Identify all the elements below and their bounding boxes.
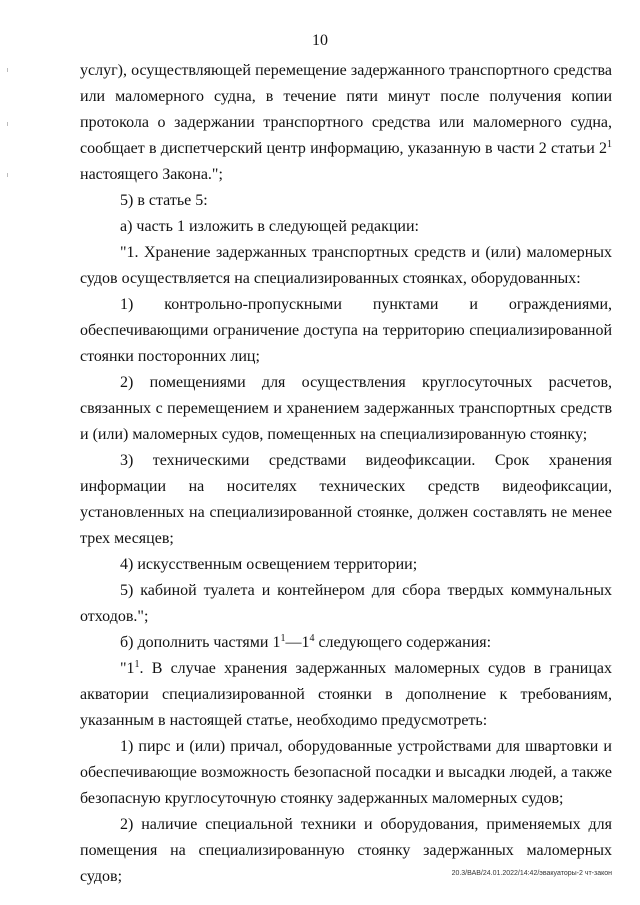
paragraph-part-1-1: "$1^1$. В случае хранения задержанных маломерных судов в границах акватории специализированной стоянки в дополнение к требованиям, указанным в настоящей статье, необходимо предусмотреть: xyxy=(80,659,612,729)
paragraph-part-1: "1. Хранение задержанных транспортных средств и (или) маломерных судов осуществляется на специализированных стоянках, оборудованных: xyxy=(80,244,612,287)
paragraph-list-3: 3) техническими средствами видеофиксации. Срок хранения информации на носителях технических средств видеофиксации, установленных на специализированной стоянке, должен составлять не менее трех месяцев; xyxy=(80,452,612,547)
paragraph-list-4: 4) искусственным освещением территории; xyxy=(120,556,418,573)
paragraph-pier-item-2: 2) наличие специальной техники и оборудования, применяемых для помещения на специализированную стоянку задержанных маломерных судов; xyxy=(80,816,612,885)
scan-edge-mark xyxy=(7,173,8,177)
paragraph-list-1: 1) контрольно-пропускными пунктами и ограждениями, обеспечивающими ограничение доступа на территорию специализированной стоянки посторонних лиц; xyxy=(80,296,612,365)
paragraph-subitem-b: б) дополнить частями $1^1—1^4$ следующего содержания: xyxy=(120,633,492,651)
paragraph-subitem-a: а) часть 1 изложить в следующей редакции: xyxy=(120,218,419,235)
scan-edge-mark xyxy=(7,68,8,72)
page-number: 10 xyxy=(312,32,328,49)
paragraph-pier-item-1: 1) пирс и (или) причал, оборудованные устройствами для швартовки и обеспечивающие возможность безопасной посадки и высадки людей, а также безопасную круглосуточную стоянку задержанных маломерных судов; xyxy=(80,738,612,807)
paragraph-continuation: услуг), осуществляющей перемещение задержанного транспортного средства или маломерного судна, в течение пяти минут после получения копии протокола о задержании транспортного средства или маломерного судна, сообщает в диспетчерский центр информацию, указанную в части 2 статьи $2^1$ настоящего Закона."; xyxy=(80,62,612,183)
scan-edge-mark xyxy=(7,122,8,126)
paragraph-list-5: 5) кабиной туалета и контейнером для сбора твердых коммунальных отходов."; xyxy=(80,582,612,625)
paragraph-list-2: 2) помещениями для осуществления круглосуточных расчетов, связанных с перемещением и хранением задержанных транспортных средств и (или) маломерных судов, помещенных на специализированную стоянку; xyxy=(80,374,612,443)
document-body xyxy=(80,58,612,890)
paragraph-item-5: 5) в статье 5: xyxy=(120,192,208,209)
document-footer-code: 20.3/ВАВ/24.01.2022/14:42/эвакуаторы-2 чт-закон xyxy=(451,870,612,877)
